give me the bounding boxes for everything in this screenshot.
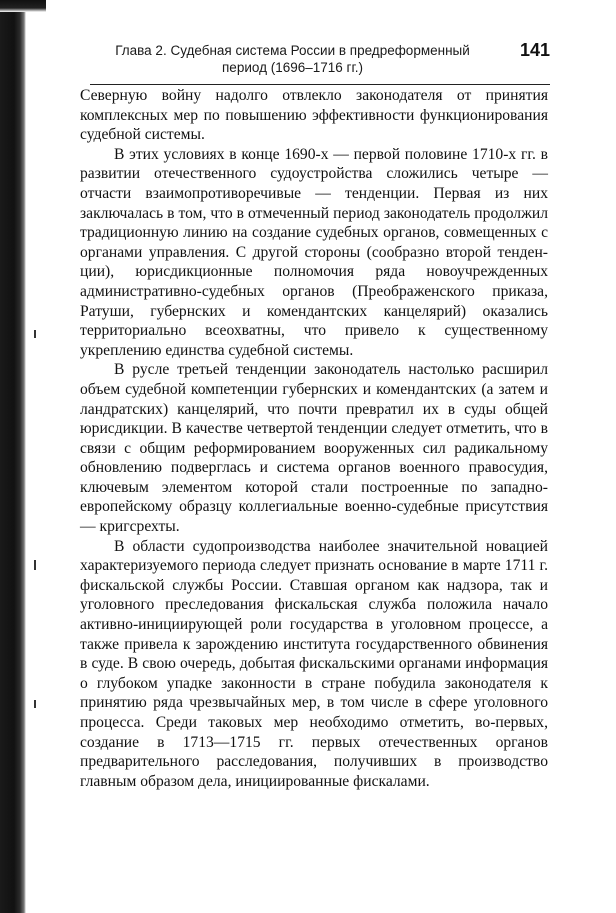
- scan-binding-edge: [0, 0, 26, 913]
- scan-mark: [34, 560, 36, 570]
- header-rule: [90, 84, 550, 85]
- paragraph-3: В русле третьей тенденции законодатель настолько расширил объем судебной компетенции губернских и комендантских (а затем и ландратских) канцелярий, что почти превратил их в суды общей юрисдикции. В качестве четвертой тенденции следует отметить, что в связи с общим реформированием вооруженных сил радикальному обновлению подверглась и система органов военного правосудия, ключевым элементом которой стали построенные по западноевропейскому образцу коллегиальные военно-судебные присутствия — кригсрехты.: [80, 361, 548, 536]
- scan-mark: [34, 330, 36, 338]
- running-head: [90, 42, 495, 76]
- running-head-line-2: период (1696–1716 гг.): [222, 60, 363, 75]
- body-text: [80, 86, 548, 791]
- page-header: [90, 40, 550, 88]
- running-head-line-1: Глава 2. Судебная система России в предреформенный: [115, 43, 470, 58]
- page-number: 141: [519, 40, 550, 60]
- paragraph-2: В этих условиях в конце 1690-х — первой половине 1710-х гг. в развитии отечественного судоустройства сложились четыре — отчасти взаимопротиворечивые — тенденции. Первая из них заключалась в том, что в отмеченный период законодатель продолжил традиционную линию на создание судебных органов, совмещенных с органами управления. С другой стороны (сообразно второй тенденции), юрисдикционные полномочия ряда новоучрежденных административно-судебных органов (Преображенского приказа, Ратуши, губернских и комендантских канцелярий) оказались территориально всеохватны, что привело к существенному укреплению единства судебной системы.: [80, 145, 548, 359]
- paragraph-1: Северную войну надолго отвлекло законодателя от принятия комплексных мер по повышению эффективности функционирования судебной системы.: [80, 87, 548, 144]
- scan-mark: [34, 700, 36, 708]
- paragraph-4: В области судопроизводства наиболее значительной новацией характеризуемого периода следует признать основание в марте 1711 г. фискальской службы России. Ставшая органом как надзора, так и уголовного преследования фискальская служба положила начало активно-инициирующей роли государства в уголовном процессе, а также привела к зарождению института государственного обвинения в суде. В свою очередь, добытая фискальскими органами информация о глубоком упадке законности в стране побудила законодателя к принятию ряда чрезвычайных мер, в том числе в сфере уголовного процесса. Среди таковых мер необходимо отметить, во-первых, создание в 1713—1715 гг. первых отечественных органов предварительного расследования, получивших в производство главным образом дела, инициированные фискалами.: [80, 537, 548, 790]
- scan-top-corner: [0, 0, 46, 12]
